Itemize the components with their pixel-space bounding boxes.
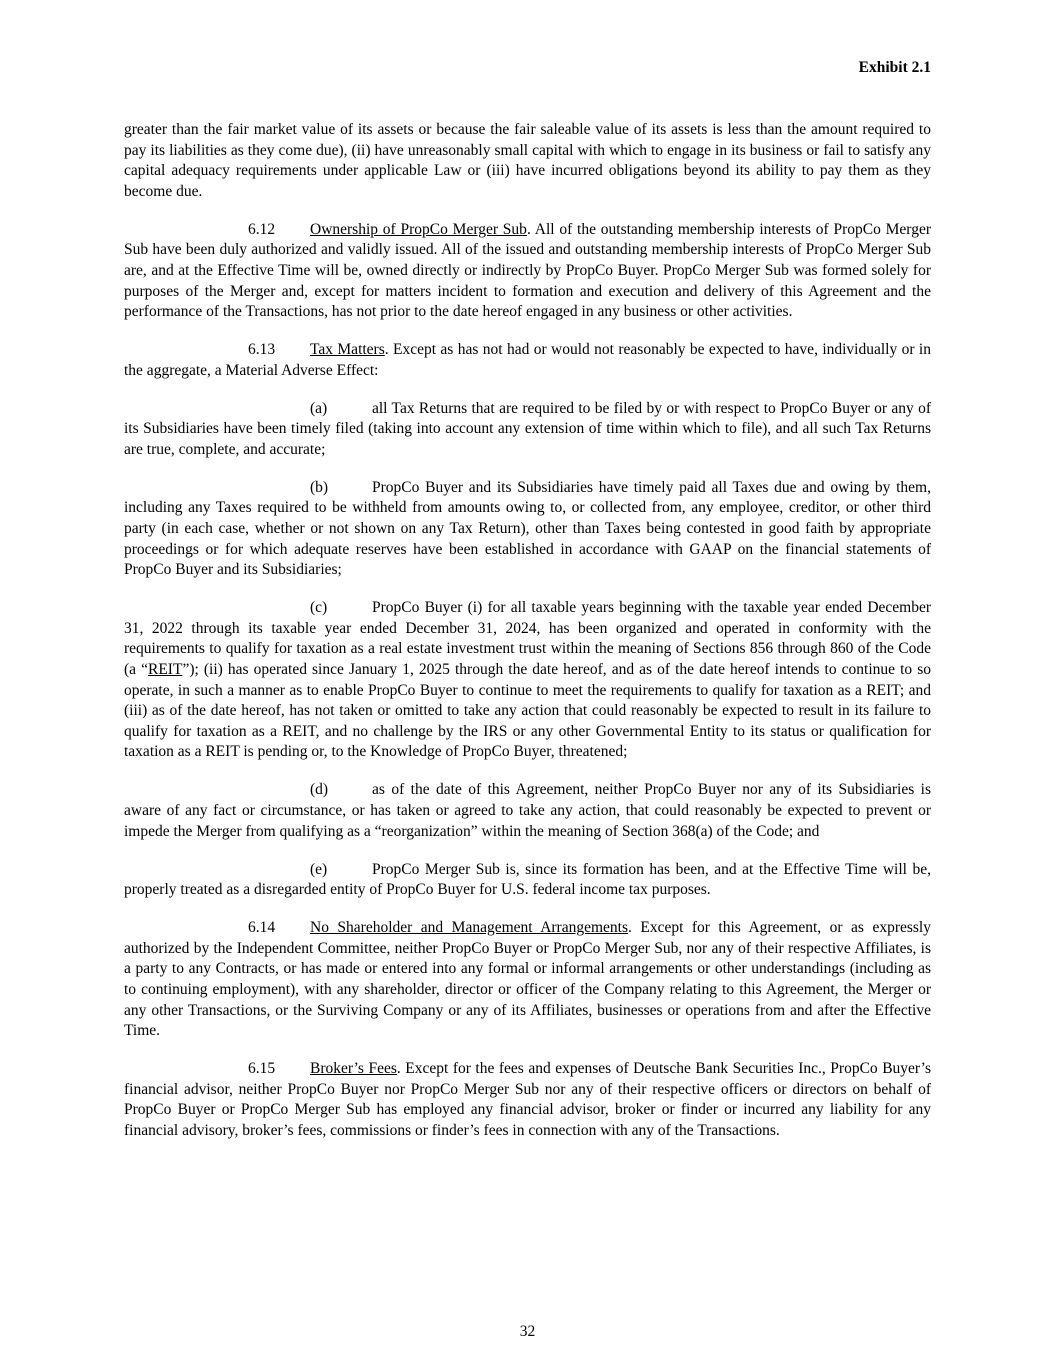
section-number: 6.14 xyxy=(248,919,276,937)
section-number: 6.13 xyxy=(248,341,276,359)
section-number: 6.15 xyxy=(248,1060,276,1078)
clause-number: (b) xyxy=(310,478,329,496)
section-6-14 xyxy=(124,918,931,1042)
section-6-13 xyxy=(124,340,931,381)
clause-number: (a) xyxy=(310,399,328,417)
clause-b xyxy=(124,478,931,581)
defined-term: REIT xyxy=(148,661,183,679)
section-heading: Broker’s Fees xyxy=(310,1060,397,1078)
clause-e xyxy=(124,860,931,901)
clause-a xyxy=(124,399,931,461)
section-text: . Except as has not had or would not reasonably be expected to have, individually or in the aggregate, a Material Adverse Effect: xyxy=(124,341,931,379)
clause-text-continued: ”); (ii) has operated since January 1, 2025 through the date hereof, and as of the date hereof intends to continue to so operate, in such a manner as to enable PropCo Buyer to continue to meet the requirements to qualify for taxation as a REIT; and (iii) as of the date hereof, has not taken or omitted to take any action that could reasonably be expected to result in its failure to qualify for taxation as a REIT, and no challenge by the IRS or any other Governmental Entity to its status or qualification for taxation as a REIT is pending or, to the Knowledge of PropCo Buyer, threatened; xyxy=(124,661,932,761)
clause-number: (c) xyxy=(310,599,328,617)
clause-text: PropCo Merger Sub is, since its formation has been, and at the Effective Time will be, properly treated as a disregarded entity of PropCo Buyer for U.S. federal income tax purposes. xyxy=(124,860,931,899)
section-6-15 xyxy=(124,1059,931,1141)
clause-d xyxy=(124,780,931,842)
section-heading: No Shareholder and Management Arrangements xyxy=(310,919,628,937)
section-6-12 xyxy=(124,220,931,323)
clause-number: (e) xyxy=(310,860,328,878)
section-heading: Tax Matters xyxy=(310,341,385,359)
clause-text: as of the date of this Agreement, neither PropCo Buyer nor any of its Subsidiaries is aware of any fact or circumstance, or has taken or agreed to take any action, that could reasonably be expected to prevent or impede the Merger from qualifying as a “reorganization” within the meaning of Section 368(a) of the Code; and xyxy=(124,781,931,840)
exhibit-label: Exhibit 2.1 xyxy=(858,59,931,76)
paragraph-continuation: greater than the fair market value of its assets or because the fair saleable value of its assets is less than the amount required to pay its liabilities as they come due), (ii) have unreasonably small capital with which to engage in its business or fail to satisfy any capital adequacy requirements under applicable Law or (iii) have incurred obligations beyond its ability to pay them as they become due. xyxy=(124,121,931,200)
section-text: . All of the outstanding membership interests of PropCo Merger Sub have been duly authorized and validly issued. All of the issued and outstanding membership interests of PropCo Merger Sub are, and at the Effective Time will be, owned directly or indirectly by PropCo Buyer. PropCo Merger Sub was formed solely for purposes of the Merger and, except for matters incident to formation and execution and delivery of this Agreement and the performance of the Transactions, has not prior to the date hereof engaged in any business or other activities. xyxy=(124,220,931,321)
section-text: . Except for this Agreement, or as expressly authorized by the Independent Committee, neither PropCo Buyer or PropCo Merger Sub, nor any of their respective Affiliates, is a party to any Contracts, or has made or entered into any formal or informal arrangements or other understandings (including as to continuing employment), with any shareholder, director or officer of the Company relating to this Agreement, the Merger or any other Transactions, or the Surviving Company or any of its Affiliates, businesses or operations from and after the Effective Time. xyxy=(124,919,931,1040)
section-text: . Except for the fees and expenses of Deutsche Bank Securities Inc., PropCo Buyer’s financial advisor, neither PropCo Buyer nor PropCo Merger Sub nor any of their respective officers or directors on behalf of PropCo Buyer or PropCo Merger Sub has employed any financial advisor, broker or finder or incurred any liability for any financial advisory, broker’s fees, commissions or finder’s fees in connection with any of the Transactions. xyxy=(124,1060,931,1139)
clause-number: (d) xyxy=(310,781,329,799)
document-body xyxy=(124,120,931,1159)
clause-text: PropCo Buyer and its Subsidiaries have timely paid all Taxes due and owing by them, including any Taxes required to be withheld from amounts owing to, or collected from, any employee, creditor, or other third party (in each case, whether or not shown on any Tax Return), other than Taxes being contested in good faith by appropriate proceedings or for which adequate reserves have been established in accordance with GAAP on the financial statements of PropCo Buyer and its Subsidiaries; xyxy=(124,478,931,579)
section-heading: Ownership of PropCo Merger Sub xyxy=(310,220,527,238)
page-number: 32 xyxy=(519,1323,536,1340)
clause-text: PropCo Buyer (i) for all taxable years beginning with the taxable year ended December 31, 2022 through its taxable year ended December 31, 2024, has been organized and operated in conformity with the requirements to qualify for taxation as a real estate investment trust within the meaning of Sections 856 through 860 of the Code (a “ xyxy=(124,599,931,679)
clause-c xyxy=(124,598,931,763)
clause-text: all Tax Returns that are required to be filed by or with respect to PropCo Buyer or any of its Subsidiaries have been timely filed (taking into account any extension of time within which to file), and all such Tax Returns are true, complete, and accurate; xyxy=(124,399,931,458)
section-number: 6.12 xyxy=(248,220,276,238)
